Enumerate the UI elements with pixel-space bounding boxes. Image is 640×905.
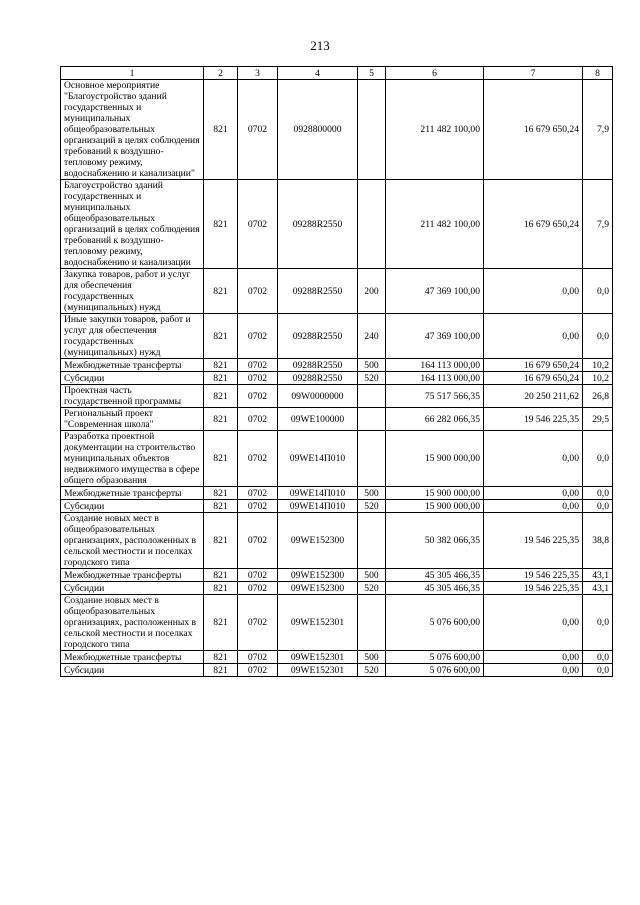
row-ministry-code: 821: [204, 664, 238, 677]
row-ministry-code: 821: [204, 595, 238, 651]
row-section-code: 0702: [238, 487, 278, 500]
row-section-code: 0702: [238, 500, 278, 513]
row-name: Межбюджетные трансферты: [61, 569, 204, 582]
row-section-code: 0702: [238, 595, 278, 651]
row-section-code: 0702: [238, 359, 278, 372]
row-target-code: 09288R2550: [278, 314, 358, 359]
row-ministry-code: 821: [204, 569, 238, 582]
row-expense-type: [358, 513, 386, 569]
row-ministry-code: 821: [204, 372, 238, 385]
row-expense-type: 520: [358, 664, 386, 677]
row-name: Благоустройство зданий государственных и муниципальных общеобразовательных организаций в целях соблюдения требований к воздушно-тепловому режиму, водоснабжению и канализации: [61, 180, 204, 269]
row-target-code: 09288R2550: [278, 372, 358, 385]
row-target-code: 09288R2550: [278, 269, 358, 314]
row-percent: 0,0: [583, 664, 613, 677]
row-percent: 43,1: [583, 569, 613, 582]
row-plan-amount: 66 282 066,35: [386, 408, 484, 431]
row-section-code: 0702: [238, 80, 278, 180]
row-plan-amount: 50 382 066,35: [386, 513, 484, 569]
row-percent: 0,0: [583, 651, 613, 664]
header-cell: 8: [583, 67, 613, 80]
row-ministry-code: 821: [204, 582, 238, 595]
row-percent: 29,5: [583, 408, 613, 431]
row-section-code: 0702: [238, 513, 278, 569]
row-name: Разработка проектной документации на строительство муниципальных объектов недвижимого имущества в сфере общего образования: [61, 431, 204, 487]
row-plan-amount: 75 517 566,35: [386, 385, 484, 408]
row-percent: 0,0: [583, 269, 613, 314]
header-cell: 4: [278, 67, 358, 80]
row-actual-amount: 16 679 650,24: [484, 180, 583, 269]
row-ministry-code: 821: [204, 408, 238, 431]
table-row: [61, 487, 613, 500]
row-percent: 7,9: [583, 80, 613, 180]
row-name: Субсидии: [61, 372, 204, 385]
row-section-code: 0702: [238, 582, 278, 595]
table-row: [61, 408, 613, 431]
header-cell: 6: [386, 67, 484, 80]
row-target-code: 09WE152301: [278, 595, 358, 651]
row-ministry-code: 821: [204, 359, 238, 372]
row-name: Межбюджетные трансферты: [61, 487, 204, 500]
row-name: Субсидии: [61, 500, 204, 513]
row-ministry-code: 821: [204, 269, 238, 314]
row-percent: 26,8: [583, 385, 613, 408]
row-percent: 10,2: [583, 359, 613, 372]
row-actual-amount: 0,00: [484, 487, 583, 500]
budget-table: [60, 66, 613, 677]
row-plan-amount: 5 076 600,00: [386, 664, 484, 677]
header-cell: 7: [484, 67, 583, 80]
row-name: Создание новых мест в общеобразовательных организациях, расположенных в сельской местности и поселках городского типа: [61, 595, 204, 651]
row-ministry-code: 821: [204, 513, 238, 569]
table-row: [61, 651, 613, 664]
row-target-code: 09288R2550: [278, 180, 358, 269]
row-expense-type: 240: [358, 314, 386, 359]
row-actual-amount: 0,00: [484, 651, 583, 664]
row-plan-amount: 15 900 000,00: [386, 431, 484, 487]
table-row: [61, 582, 613, 595]
row-actual-amount: 0,00: [484, 595, 583, 651]
table-row: [61, 372, 613, 385]
row-target-code: 09WE100000: [278, 408, 358, 431]
row-expense-type: [358, 80, 386, 180]
row-actual-amount: 16 679 650,24: [484, 372, 583, 385]
row-target-code: 09WE152301: [278, 664, 358, 677]
header-cell: 3: [238, 67, 278, 80]
row-expense-type: [358, 595, 386, 651]
row-ministry-code: 821: [204, 431, 238, 487]
row-name: Закупка товаров, работ и услуг для обеспечения государственных (муниципальных) нужд: [61, 269, 204, 314]
header-cell: 5: [358, 67, 386, 80]
row-actual-amount: 0,00: [484, 431, 583, 487]
row-target-code: 09WE152300: [278, 513, 358, 569]
row-section-code: 0702: [238, 569, 278, 582]
row-actual-amount: 0,00: [484, 664, 583, 677]
header-cell: 2: [204, 67, 238, 80]
row-expense-type: [358, 431, 386, 487]
row-target-code: 09288R2550: [278, 359, 358, 372]
row-expense-type: 200: [358, 269, 386, 314]
table-row: [61, 513, 613, 569]
row-expense-type: 500: [358, 651, 386, 664]
row-percent: 10,2: [583, 372, 613, 385]
header-cell: 1: [61, 67, 204, 80]
row-actual-amount: 16 679 650,24: [484, 359, 583, 372]
row-expense-type: 520: [358, 372, 386, 385]
row-ministry-code: 821: [204, 651, 238, 664]
row-percent: 43,1: [583, 582, 613, 595]
row-target-code: 09WE14П010: [278, 500, 358, 513]
row-plan-amount: 5 076 600,00: [386, 595, 484, 651]
table-row: [61, 80, 613, 180]
row-actual-amount: 0,00: [484, 269, 583, 314]
page-number: 213: [310, 38, 330, 53]
row-name: Межбюджетные трансферты: [61, 359, 204, 372]
row-actual-amount: 19 546 225,35: [484, 569, 583, 582]
row-section-code: 0702: [238, 431, 278, 487]
table-row: [61, 385, 613, 408]
row-name: Проектная часть государственной программы: [61, 385, 204, 408]
row-section-code: 0702: [238, 180, 278, 269]
row-actual-amount: 19 546 225,35: [484, 582, 583, 595]
row-percent: 7,9: [583, 180, 613, 269]
row-ministry-code: 821: [204, 487, 238, 500]
row-plan-amount: 45 305 466,35: [386, 582, 484, 595]
row-target-code: 09WE152300: [278, 582, 358, 595]
row-target-code: 09WE152300: [278, 569, 358, 582]
row-percent: 38,8: [583, 513, 613, 569]
row-target-code: 09WE14П010: [278, 487, 358, 500]
row-actual-amount: 19 546 225,35: [484, 513, 583, 569]
table-row: [61, 664, 613, 677]
table-row: [61, 180, 613, 269]
row-expense-type: 520: [358, 500, 386, 513]
row-target-code: 0928800000: [278, 80, 358, 180]
table-row: [61, 595, 613, 651]
row-section-code: 0702: [238, 664, 278, 677]
row-expense-type: 500: [358, 569, 386, 582]
row-target-code: 09WE152301: [278, 651, 358, 664]
table-row: [61, 431, 613, 487]
row-name: Региональный проект "Современная школа": [61, 408, 204, 431]
row-plan-amount: 45 305 466,35: [386, 569, 484, 582]
row-name: Межбюджетные трансферты: [61, 651, 204, 664]
row-name: Основное мероприятие "Благоустройство зданий государственных и муниципальных общеобразовательных организаций в целях соблюдения требований к воздушно-тепловому режиму, водоснабжению и канализации": [61, 80, 204, 180]
row-plan-amount: 164 113 000,00: [386, 359, 484, 372]
row-expense-type: 500: [358, 359, 386, 372]
row-ministry-code: 821: [204, 180, 238, 269]
row-percent: 0,0: [583, 431, 613, 487]
row-name: Создание новых мест в общеобразовательных организациях, расположенных в сельской местности и поселках городского типа: [61, 513, 204, 569]
row-actual-amount: 0,00: [484, 500, 583, 513]
row-ministry-code: 821: [204, 80, 238, 180]
row-name: Субсидии: [61, 582, 204, 595]
row-ministry-code: 821: [204, 500, 238, 513]
row-plan-amount: 47 369 100,00: [386, 269, 484, 314]
row-plan-amount: 15 900 000,00: [386, 487, 484, 500]
row-expense-type: 500: [358, 487, 386, 500]
table-row: [61, 314, 613, 359]
table-row: [61, 569, 613, 582]
row-name: Иные закупки товаров, работ и услуг для обеспечения государственных (муниципальных) нужд: [61, 314, 204, 359]
row-percent: 0,0: [583, 595, 613, 651]
row-plan-amount: 164 113 000,00: [386, 372, 484, 385]
row-actual-amount: 20 250 211,62: [484, 385, 583, 408]
row-section-code: 0702: [238, 651, 278, 664]
row-actual-amount: 0,00: [484, 314, 583, 359]
table-row: [61, 500, 613, 513]
row-section-code: 0702: [238, 269, 278, 314]
row-section-code: 0702: [238, 372, 278, 385]
row-target-code: 09W0000000: [278, 385, 358, 408]
row-expense-type: [358, 408, 386, 431]
row-ministry-code: 821: [204, 385, 238, 408]
row-expense-type: [358, 385, 386, 408]
row-section-code: 0702: [238, 314, 278, 359]
row-ministry-code: 821: [204, 314, 238, 359]
row-expense-type: [358, 180, 386, 269]
row-section-code: 0702: [238, 408, 278, 431]
row-plan-amount: 5 076 600,00: [386, 651, 484, 664]
row-plan-amount: 15 900 000,00: [386, 500, 484, 513]
table-body: [61, 80, 613, 677]
row-actual-amount: 19 546 225,35: [484, 408, 583, 431]
row-name: Субсидии: [61, 664, 204, 677]
row-expense-type: 520: [358, 582, 386, 595]
header-row: [61, 67, 613, 80]
table-row: [61, 269, 613, 314]
row-target-code: 09WE14П010: [278, 431, 358, 487]
row-percent: 0,0: [583, 314, 613, 359]
row-plan-amount: 47 369 100,00: [386, 314, 484, 359]
row-plan-amount: 211 482 100,00: [386, 80, 484, 180]
table-row: [61, 359, 613, 372]
row-actual-amount: 16 679 650,24: [484, 80, 583, 180]
row-percent: 0,0: [583, 500, 613, 513]
row-percent: 0,0: [583, 487, 613, 500]
row-plan-amount: 211 482 100,00: [386, 180, 484, 269]
row-section-code: 0702: [238, 385, 278, 408]
